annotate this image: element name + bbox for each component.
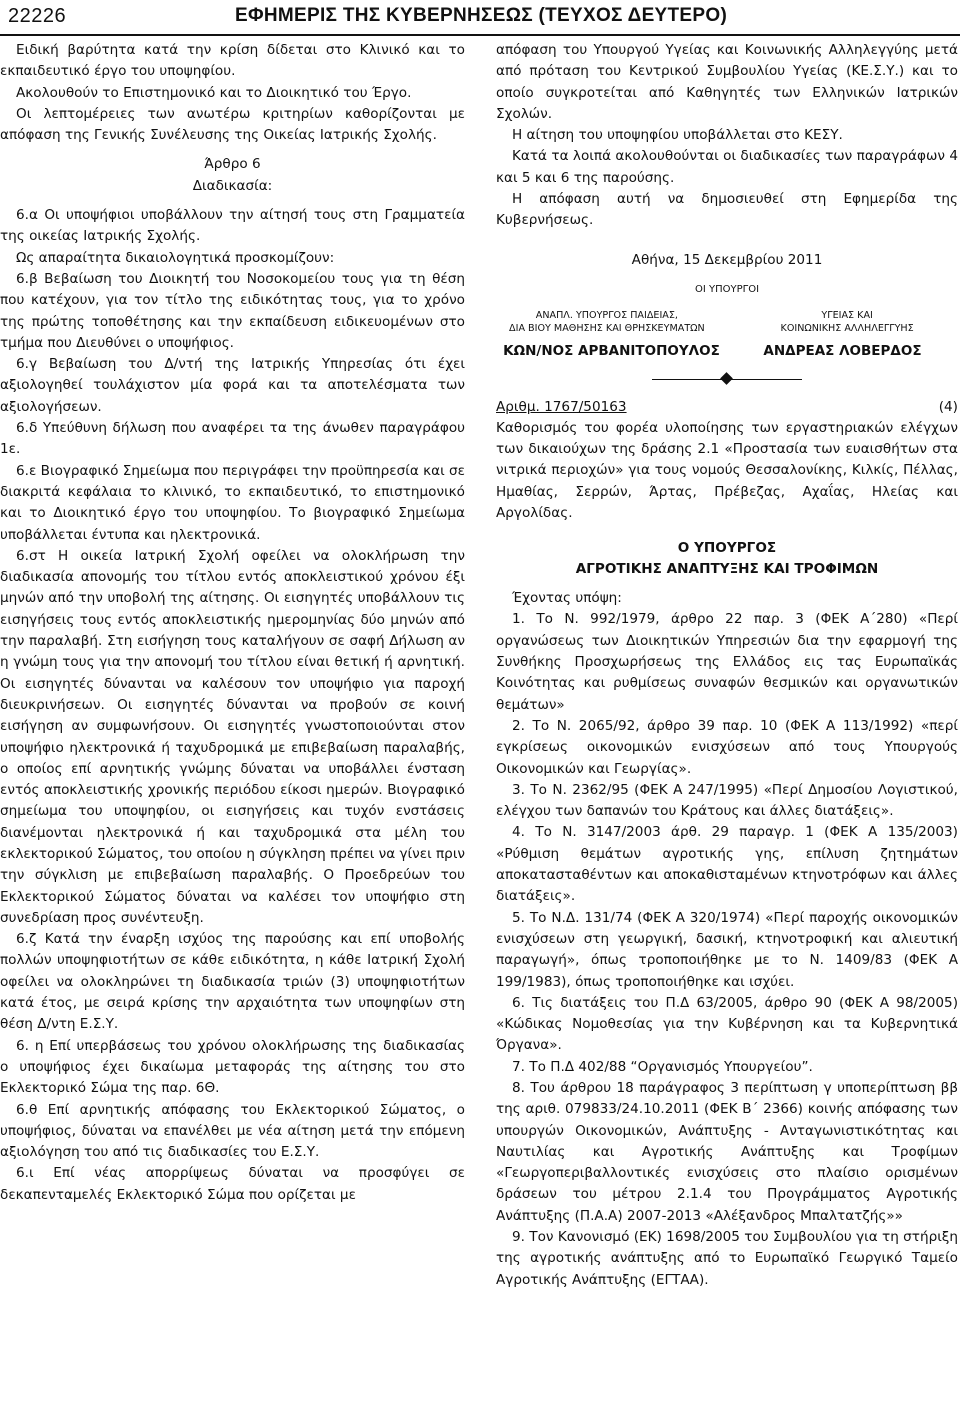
list-item: 5. Το Ν.Δ. 131/74 (ΦΕΚ Α 320/1974) «Περί παροχής οικονομικών ενισχύσεων στη γεωργική, δασική, κτηνοτροφική και αλιευτική παραγωγή», όπως τροποποιήθηκε με το Ν. 1409/83 (ΦΕΚ Α 199/1983), όπως τροποποιήθηκε και ισχύει. bbox=[496, 909, 958, 990]
section-divider bbox=[652, 373, 802, 387]
list-item: 1. Το Ν. 992/1979, άρθρο 22 παρ. 3 (ΦΕΚ Α΄280) «Περί οργανώσεως των Διοικητικών Υπηρεσιών δια την εφαρμογή της Συνθήκης Προσχωρήσεως της Ελλάδος εις τας Ευρωπαϊκάς Κοινότητας και ρυθμίσεως συναφών θεσμικών και οργανωτικών θεμάτων» bbox=[496, 611, 958, 713]
list-item: 2. Το Ν. 2065/92, άρθρο 39 παρ. 10 (ΦΕΚ Α 113/1992) «περί εγκρίσεως οικονομικών ενισχύσεων από τους Υπουργούς Οικονομικών και Γεωργίας». bbox=[496, 717, 958, 777]
right-signatory-title: ΥΓΕΙΑΣ ΚΑΙ ΚΟΙΝΩΝΙΚΗΣ ΑΛΛΗΛΕΓΓΥΗΣ bbox=[780, 309, 914, 334]
signature-date: Αθήνα, 15 Δεκεμβρίου 2011 bbox=[631, 251, 823, 268]
ministers-label: ΟΙ ΥΠΟΥΡΓΟΙ bbox=[694, 283, 760, 295]
paragraph: απόφαση του Υπουργού Υγείας και Κοινωνικής Αλληλεγγύης μετά από πρόταση του Κεντρικού Συμβουλίου Υγείας (ΚΕ.Σ.Υ.) και το οποίο συγκροτείται από Καθηγητές των Ελληνικών Ιατρικών Σχολών. bbox=[496, 42, 958, 122]
paragraph: Κατά τα λοιπά ακολουθούνται οι διαδικασίες των παραγράφων 4 και 5 και 6 της παρούσης. bbox=[496, 148, 958, 186]
right-signatory-name: ΑΝΔΡΕΑΣ ΛΟΒΕΡΔΟΣ bbox=[763, 342, 922, 359]
list-item: 9. Τον Κανονισμό (ΕΚ) 1698/2005 του Συμβουλίου για τη στήριξη της αγροτικής ανάπτυξης από το Ευρωπαϊκό Γεωργικό Ταμείο Αγροτικής Ανάπτυξης (ΕΓΤΑΑ). bbox=[496, 1229, 958, 1288]
paragraph: 6.στ Η οικεία Ιατρική Σχολή οφείλει να ολοκλήρωση την διαδικασία απονομής του τίτλου εντός αποκλειστικού χρόνου έξι μηνών από την υποβολή της αίτησης. Οι εισηγητές υποβάλλουν τις εισηγήσεις τους εντός αποκλειστικής ημερομηνίας δύο μηνών από την παραλαβή. Στη εισήγηση τους καταλήγουν σε σαφή Δήλωση αν η γνώμη τους για την απονομή του τίτλου είναι θετική ή αρνητική. Οι εισηγητές δύνανται να καλέσουν τον υποψήφιο για παροχή διευκρινήσεων. Οι εισηγητές δύνανται να προβούν σε κοινή εισήγηση αν συμφωνήσουν. Οι εισηγητές γνωστοποιούνται στον υποψήφιο ηλεκτρονικά ή ταχυδρομικά με επιβεβαίωση παραλαβής, ο οποίος επί αρνητικής γνώμης δύναται να υποβάλλει ένσταση εντός αποκλειστικής χρονικής περιόδου είκοσι ημερών. Βιογραφικό σημείωμα του υποψηφίου, οι εισηγήσεις και τυχόν ενστάσεις διανέμονται ηλεκτρονικά ή και ταχυδρομικά στα μέλη του εκλεκτορικού Σώματος, του οποίου η σύγκληση πρέπει να γίνει πριν την σύγκλιση με επιβεβαίωση παραλαβής. Ο Προεδρεύων του Εκλεκτορικού Σώματος δύναται να καλέσει τον υποψήφιο στη συνεδρίαση προς συνέντευξη. bbox=[0, 547, 466, 926]
article-heading: Άρθρο 6 bbox=[204, 156, 261, 173]
paragraph: 6.ε Βιογραφικό Σημείωμα που περιγράφει την προϋπηρεσία και σε διακριτά κεφάλαια το κλινικό, το εκπαιδευτικό, το επιστημονικό και το Διοικητικό έργο του υποψηφίου. Το βιογραφικό Σημείωμα υποβάλλεται έντυπα και ηλεκτρονικά. bbox=[0, 462, 466, 543]
paragraph: Η αίτηση του υποψηφίου υποβάλλεται στο ΚΕΣΥ. bbox=[512, 127, 843, 144]
decision-number: Αριθμ. 1767/50163 bbox=[496, 398, 627, 415]
having-regard: Έχοντας υπόψη: bbox=[512, 590, 622, 607]
paragraph: Η απόφαση αυτή να δημοσιευθεί στη Εφημερίδα της Κυβερνήσεως. bbox=[496, 191, 958, 229]
paragraph: 6.β Βεβαίωση του Διοικητή του Νοσοκομείου τους για τη θέση που κατέχουν, για τον τίτλο της ειδικότητας τους, για το χρόνο της πρώτης τοποθέτησης και την εκπαίδευση ειδικευομένων στο τμήμα που Διευθύνει ο υποψήφιος. bbox=[0, 270, 465, 351]
paragraph: 6.δ Υπεύθυνη δήλωση που αναφέρει τα της άνωθεν παραγράφου 1ε. bbox=[0, 420, 465, 458]
left-signatory-name: ΚΩΝ/ΝΟΣ ΑΡΒΑΝΙΤΟΠΟΥΛΟΣ bbox=[503, 342, 720, 359]
decision-number-line bbox=[496, 397, 958, 418]
signatory-titles bbox=[496, 309, 958, 335]
decision-index: (4) bbox=[938, 398, 958, 415]
article-subheading: Διαδικασία: bbox=[192, 177, 273, 194]
paragraph: Οι λεπτομέρειες των ανωτέρω κριτηρίων καθορίζονται με απόφαση της Γενικής Συνέλευσης της Οικείας Ιατρικής Σχολής. bbox=[0, 105, 465, 144]
gazette-title: ΕΦΗΜΕΡΙΣ ΤΗΣ ΚΥΒΕΡΝΗΣΕΩΣ (ΤΕΥΧΟΣ ΔΕΥΤΕΡΟ) bbox=[235, 5, 728, 26]
left-signatory-title: ΑΝΑΠΛ. ΥΠΟΥΡΓΟΣ ΠΑΙΔΕΙΑΣ, ΔΙΑ ΒΙΟΥ ΜΑΘΗΣΗΣ ΚΑΙ ΘΡΗΣΚΕΥΜΑΤΩΝ bbox=[509, 309, 705, 334]
paragraph: 6.γ Βεβαίωση του Δ/ντή της Ιατρικής Υπηρεσίας ότι έχει αξιολογηθεί τουλάχιστον μία φορά και τα αποτελέσματα των αξιολογήσεων. bbox=[0, 356, 465, 415]
paragraph: 6. η Επί υπερβάσεως του χρόνου ολοκλήρωσης της διαδικασίας ο υποψήφιος έχει δικαίωμα μεταφοράς της αίτησης του στο Εκλεκτορικό Σώμα της παρ. 6Θ. bbox=[0, 1037, 465, 1097]
right-column bbox=[496, 40, 958, 1291]
list-item: 7. Το Π.Δ 402/88 “Οργανισμός Υπουργείου”. bbox=[512, 1058, 813, 1075]
paragraph: Ειδική βαρύτητα κατά την κρίση δίδεται στο Κλινικό και το εκπαιδευτικό έργο του υποψηφίου. bbox=[0, 42, 465, 80]
paragraph: Ακολουθούν το Επιστημονικό και το Διοικητικό του Έργο. bbox=[16, 84, 412, 101]
diamond-icon bbox=[720, 372, 733, 385]
list-item: 3. Το Ν. 2362/95 (ΦΕΚ Α 247/1995) «Περί Δημοσίου Λογιστικού, ελέγχου των δαπανών του Κράτους και άλλες διατάξεις». bbox=[496, 781, 958, 820]
page-number: 22226 bbox=[8, 5, 67, 27]
list-item: 4. Το Ν. 3147/2003 άρθ. 29 παραγρ. 1 (ΦΕΚ Α 135/2003) «Ρύθμιση θεμάτων αγροτικής γης, επίλυση ζητημάτων αποκατασταθέντων και αποκαθισταμένων κτηνοτρόφων και άλλες διατάξεις». bbox=[496, 824, 958, 905]
paragraph: 6.ι Επί νέας απορρίψεως δύναται να προσφύγει σε δεκαπενταμελές Εκλεκτορικό Σώμα που ορίζεται με bbox=[0, 1165, 465, 1203]
signatory-names bbox=[496, 343, 958, 359]
page-header bbox=[0, 0, 960, 36]
paragraph: 6.α Οι υποψήφιοι υποβάλλουν την αίτησή τους στη Γραμματεία της οικείας Ιατρικής Σχολής. bbox=[0, 207, 465, 245]
paragraph: 6.ζ Κατά την έναρξη ισχύος της παρούσης και επί υποβολής πολλών υποψηφιοτήτων σε κάθε ειδικότητα, η κάθε Ιατρική Σχολή οφείλει να ολοκληρώνει τη διαδικασία τριών (3) υποψηφιοτήτων κατά έτος, με σειρά κρίσης την αρχαιότητα των υποψηφίων στη θέση Δ/ντη Ε.Σ.Υ. bbox=[0, 931, 465, 1033]
paragraph: Ως απαραίτητα δικαιολογητικά προσκομίζουν: bbox=[16, 249, 335, 266]
issuing-minister: Ο ΥΠΟΥΡΓΟΣ ΑΓΡΟΤΙΚΗΣ ΑΝΑΠΤΥΞΗΣ ΚΑΙ ΤΡΟΦΙΜΩΝ bbox=[575, 540, 879, 578]
left-column bbox=[0, 40, 465, 1206]
paragraph: 6.θ Επί αρνητικής απόφασης του Εκλεκτορικού Σώματος, ο υποψήφιος, δύναται να επανέλθει με νέα αίτηση μετά την επόμενη αξιολόγηση του από τις διαδικασίες του Ε.Σ.Υ. bbox=[0, 1101, 465, 1161]
list-item: 6. Τις διατάξεις του Π.Δ 63/2005, άρθρο 90 (ΦΕΚ Α 98/2005) «Κώδικας Νομοθεσίας για την Κυβέρνηση και τα Κυβερνητικά Όργανα». bbox=[496, 994, 958, 1054]
decision-title: Καθορισμός του φορέα υλοποίησης των εργαστηριακών ελέγχων των δικαιούχων της δράσης 2.1 «Προστασία των ευαισθήτων στα νιτρικά περιοχών» για τους νομούς Θεσσαλονίκης, Κιλκίς, Πέλλας, Ημαθίας, Σερρών, Άρτας, Πρέβεζας, Αχαΐας, Ηλείας και Αργολίδας. bbox=[496, 419, 958, 521]
list-item: 8. Του άρθρου 18 παράγραφος 3 περίπτωση γ υποπερίπτωση ββ της αριθ. 079833/24.10.2011 (ΦΕΚ Β΄ 2366) κοινής απόφασης των υπουργών Οικονομικών, Ανάπτυξης - Ανταγωνιστικότητας και Ναυτιλίας και Αγροτικής Ανάπτυξης και Τροφίμων «Γεωργοπεριβαλλοντικές ενισχύσεις στο πλαίσιο ορισμένων δράσεων του μέτρου 2.1.4 του Προγράμματος Αγροτικής Ανάπτυξης (Π.Α.Α) 2007-2013 «Αλέξανδρος Μπαλτατζής»» bbox=[496, 1079, 958, 1224]
